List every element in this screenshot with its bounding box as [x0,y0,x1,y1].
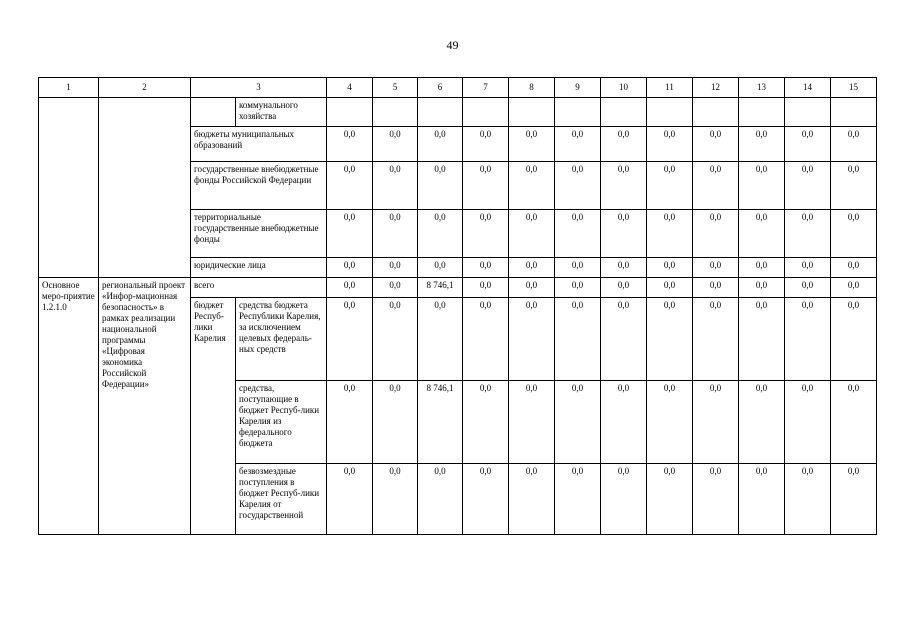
value-cell: 0,0 [739,162,785,210]
value-cell: 0,0 [327,127,373,162]
header-cell: 3 [191,78,327,98]
value-cell: 0,0 [463,162,509,210]
header-cell: 14 [785,78,831,98]
value-cell: 0,0 [373,298,418,381]
value-cell: 0,0 [739,278,785,298]
value-cell: 0,0 [647,127,693,162]
row-label: бюджеты муниципальных образований [191,127,327,162]
value-cell: 0,0 [327,278,373,298]
value-cell: 0,0 [831,127,877,162]
header-cell: 2 [99,78,191,98]
value-cell: 0,0 [373,127,418,162]
value-cell: 0,0 [647,210,693,258]
value-cell: 0,0 [831,298,877,381]
value-cell: 0,0 [509,278,555,298]
value-cell: 0,0 [373,162,418,210]
value-cell: 0,0 [739,210,785,258]
table-row [39,278,877,298]
value-cell: 0,0 [831,381,877,464]
empty-cell [785,98,831,127]
value-cell: 0,0 [509,464,555,535]
value-cell: 0,0 [601,258,647,278]
value-cell: 0,0 [555,127,601,162]
empty-cell [463,98,509,127]
activity-code: Основное меро-приятие 1.2.1.0 [39,278,99,535]
row-label: государственные внебюджетные фонды Российской Федерации [191,162,327,210]
value-cell: 0,0 [831,162,877,210]
table-row [39,98,877,127]
value-cell: 0,0 [785,298,831,381]
row-label: средства бюджета Республики Карелия, за исключением целевых федераль-ных средств [236,298,327,381]
value-cell: 0,0 [327,298,373,381]
value-cell: 0,0 [693,381,739,464]
value-cell: 0,0 [463,210,509,258]
value-cell: 0,0 [785,278,831,298]
header-cell: 11 [647,78,693,98]
value-cell: 0,0 [509,210,555,258]
value-cell: 0,0 [463,381,509,464]
empty-cell [739,98,785,127]
header-cell: 13 [739,78,785,98]
header-cell: 5 [373,78,418,98]
value-cell: 0,0 [785,127,831,162]
value-cell: 0,0 [418,162,463,210]
value-cell: 0,0 [647,298,693,381]
value-cell: 0,0 [555,381,601,464]
value-cell: 0,0 [463,258,509,278]
value-cell: 0,0 [327,464,373,535]
value-cell: 0,0 [327,381,373,464]
empty-cell [601,98,647,127]
header-cell: 9 [555,78,601,98]
value-cell: 0,0 [831,210,877,258]
empty-cell [418,98,463,127]
budget-table [38,77,877,535]
row-label: юридические лица [191,258,327,278]
value-cell: 0,0 [418,464,463,535]
value-cell: 0,0 [463,127,509,162]
header-row [39,78,877,98]
row-label: средства, поступающие в бюджет Респуб-лики Карелия из федерального бюджета [236,381,327,464]
value-cell: 0,0 [601,464,647,535]
row-label: коммунального хозяйства [236,98,327,127]
value-cell: 0,0 [739,258,785,278]
value-cell: 0,0 [647,258,693,278]
row-label: всего [191,278,327,298]
value-cell: 0,0 [831,278,877,298]
empty-cell [831,98,877,127]
header-cell: 10 [601,78,647,98]
value-cell: 0,0 [509,381,555,464]
header-cell: 12 [693,78,739,98]
value-cell: 0,0 [463,464,509,535]
header-cell: 6 [418,78,463,98]
value-cell: 0,0 [555,464,601,535]
value-cell: 0,0 [785,210,831,258]
value-cell: 0,0 [601,278,647,298]
value-cell: 0,0 [373,278,418,298]
value-cell: 0,0 [739,381,785,464]
header-cell: 8 [509,78,555,98]
value-cell: 0,0 [373,381,418,464]
value-cell: 0,0 [555,278,601,298]
empty-cell [99,98,191,278]
value-cell: 0,0 [647,381,693,464]
empty-cell [191,98,236,127]
empty-cell [555,98,601,127]
value-cell: 0,0 [831,258,877,278]
header-cell: 1 [39,78,99,98]
value-cell: 0,0 [739,298,785,381]
value-cell: 0,0 [418,298,463,381]
value-cell: 0,0 [327,258,373,278]
value-cell: 0,0 [418,258,463,278]
value-cell: 8 746,1 [418,278,463,298]
value-cell: 0,0 [693,278,739,298]
value-cell: 0,0 [785,162,831,210]
value-cell: 0,0 [509,162,555,210]
value-cell: 0,0 [601,298,647,381]
budget-rk-label: бюджет Респуб-лики Карелия [191,298,236,535]
empty-cell [39,98,99,278]
activity-name: региональный проект «Инфор-мационная безопасность» в рамках реализации национальной программы «Цифровая экономика Российской Федерации» [99,278,191,535]
value-cell: 8 746,1 [418,381,463,464]
value-cell: 0,0 [373,258,418,278]
value-cell: 0,0 [739,464,785,535]
empty-cell [373,98,418,127]
value-cell: 0,0 [693,464,739,535]
value-cell: 0,0 [601,127,647,162]
value-cell: 0,0 [739,127,785,162]
page-number: 49 [446,38,459,52]
value-cell: 0,0 [785,258,831,278]
value-cell: 0,0 [785,464,831,535]
value-cell: 0,0 [601,162,647,210]
value-cell: 0,0 [509,298,555,381]
value-cell: 0,0 [693,127,739,162]
value-cell: 0,0 [327,210,373,258]
value-cell: 0,0 [373,210,418,258]
value-cell: 0,0 [555,162,601,210]
value-cell: 0,0 [693,258,739,278]
value-cell: 0,0 [693,298,739,381]
value-cell: 0,0 [693,210,739,258]
row-label: территориальные государственные внебюджетные фонды [191,210,327,258]
value-cell: 0,0 [463,278,509,298]
value-cell: 0,0 [509,127,555,162]
value-cell: 0,0 [831,464,877,535]
header-cell: 7 [463,78,509,98]
value-cell: 0,0 [327,162,373,210]
header-cell: 4 [327,78,373,98]
empty-cell [647,98,693,127]
value-cell: 0,0 [693,162,739,210]
value-cell: 0,0 [785,381,831,464]
header-cell: 15 [831,78,877,98]
row-label: безвозмездные поступления в бюджет Респуб-лики Карелия от государственной [236,464,327,535]
empty-cell [509,98,555,127]
empty-cell [327,98,373,127]
value-cell: 0,0 [418,127,463,162]
value-cell: 0,0 [555,210,601,258]
empty-cell [693,98,739,127]
value-cell: 0,0 [601,210,647,258]
value-cell: 0,0 [555,298,601,381]
value-cell: 0,0 [509,258,555,278]
value-cell: 0,0 [601,381,647,464]
value-cell: 0,0 [555,258,601,278]
value-cell: 0,0 [463,298,509,381]
value-cell: 0,0 [647,278,693,298]
value-cell: 0,0 [418,210,463,258]
value-cell: 0,0 [647,162,693,210]
value-cell: 0,0 [647,464,693,535]
value-cell: 0,0 [373,464,418,535]
